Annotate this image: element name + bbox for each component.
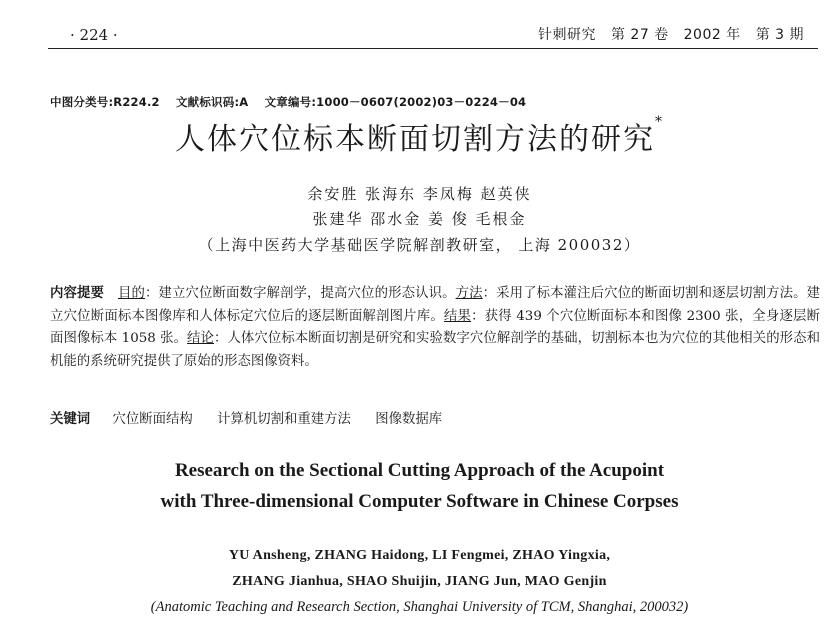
english-authors-line-1: YU Ansheng, ZHANG Haidong, LI Fengmei, ZHAO Yingxia, xyxy=(228,548,611,563)
chinese-affiliation: （上海中医药大学基础医学院解剖教研室， 上海 200032） xyxy=(198,236,641,254)
header-rule xyxy=(48,48,818,49)
journal-info xyxy=(528,24,804,44)
english-title-line-2: with Three-dimensional Computer Software in Chinese Corpses xyxy=(160,491,679,512)
clc-number: 中图分类号:R224.2 xyxy=(50,95,160,109)
objective-text: ：建立穴位断面数字解剖学，提高穴位的形态认识。 xyxy=(145,286,456,301)
chinese-authors-line-1: 余安胜 张海东 李凤梅 赵英侠 xyxy=(307,185,532,203)
conclusion-label: 结论 xyxy=(187,331,214,346)
results-label: 结果 xyxy=(443,308,472,324)
journal-year: 2002 年 xyxy=(683,27,741,43)
chinese-title-text: 人体穴位标本断面切割方法的研究 xyxy=(175,122,655,157)
page-number: · 224 · xyxy=(70,26,118,44)
journal-volume: 第 27 卷 xyxy=(610,27,669,43)
keywords-label: 关键词 xyxy=(50,412,91,427)
objective-label: 目的 xyxy=(118,286,146,301)
journal-issue: 第 3 期 xyxy=(755,27,804,43)
classification-line xyxy=(50,94,538,110)
chinese-authors-line-2: 张建华 邵水金 姜 俊 毛根金 xyxy=(312,210,527,228)
keyword-item: 穴位断面结构 xyxy=(112,412,193,427)
methods-label: 方法 xyxy=(455,286,483,301)
results-text: ：获得 439 个穴位断面标本和图像 2300 张，全身逐层断面图像标本 1058 张。 xyxy=(50,308,820,346)
keyword-item: 计算机切割和重建方法 xyxy=(217,412,351,427)
chinese-title xyxy=(0,114,839,158)
keyword-item: 图像数据库 xyxy=(375,412,443,427)
document-code: 文献标识码:A xyxy=(175,95,249,109)
abstract-label: 内容提要 xyxy=(50,286,105,301)
english-authors-line-2: ZHANG Jianhua, SHAO Shuijin, JIANG Jun, MAO Genjin xyxy=(232,574,607,589)
journal-name: 针刺研究 xyxy=(538,27,597,43)
abstract xyxy=(50,283,820,373)
keywords xyxy=(50,408,462,427)
running-header xyxy=(48,18,818,48)
article-number: 文章编号:1000－0607(2002)03－0224－04 xyxy=(264,95,527,109)
conclusion-text: ：人体穴位标本断面切割是研究和实验数字穴位解剖学的基础，切割标本也为穴位的其他相关的形态和机能的系统研究提供了原始的形态图像资料。 xyxy=(50,331,821,369)
english-affiliation: (Anatomic Teaching and Research Section, Shanghai University of TCM, Shanghai, 200032) xyxy=(150,599,689,615)
title-footnote-mark: * xyxy=(655,114,664,130)
english-title-line-1: Research on the Sectional Cutting Approach of the Acupoint xyxy=(174,460,665,481)
methods-text: ：采用了标本灌注后穴位的断面切割和逐层切割方法。建立穴位断面标本图像库和人体标定穴位后的逐层断面解剖图片库。 xyxy=(50,286,821,324)
